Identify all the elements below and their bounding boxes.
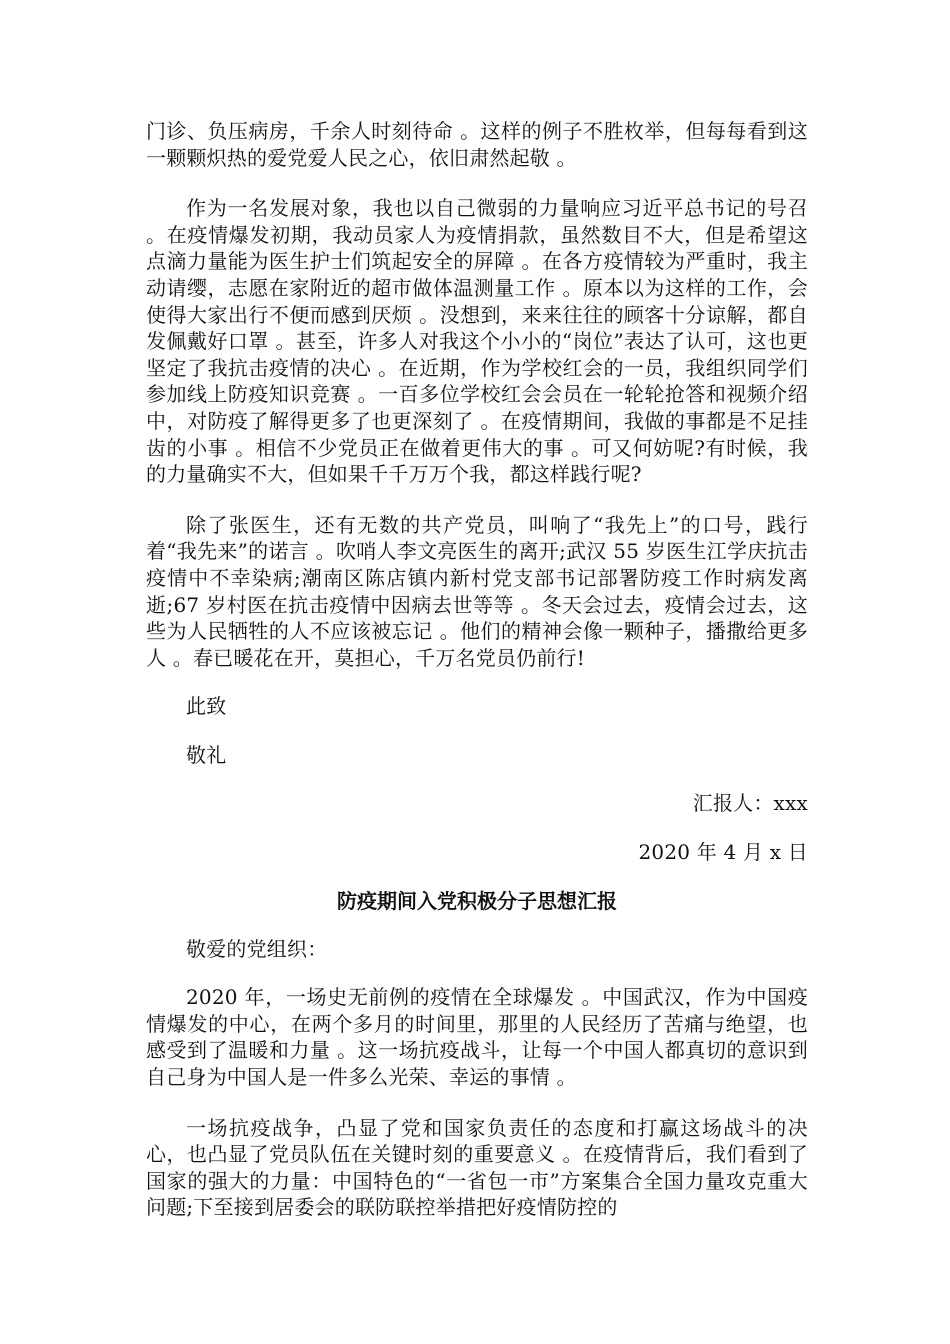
closing-jingli: 敬礼 [186, 742, 227, 767]
paragraph-continuation: 门诊、负压病房，千余人时刻待命 。这样的例子不胜枚举，但每每看到这一颗颗炽热的爱党爱人民之心，依旧肃然起敬 。 [146, 119, 808, 170]
report-date: 2020 年 4 月 x 日 [638, 840, 808, 865]
salutation: 敬爱的党组织： [186, 936, 328, 961]
document-page [146, 118, 808, 1221]
closing-cizhi: 此致 [186, 694, 227, 719]
paragraph-outbreak: 2020 年，一场史无前例的疫情在全球爆发 。中国武汉，作为中国疫情爆发的中心，在两个多月的时间里，那里的人民经历了苦痛与绝望，也感受到了温暖和力量 。这一场抗疫战斗，让每一个中国人都真切的意识到自己身为中国人是一件多么光荣、幸运的事情 。 [146, 985, 808, 1090]
report-title: 防疫期间入党积极分子思想汇报 [337, 888, 617, 913]
paragraph-party-members: 除了张医生，还有无数的共产党员，叫响了“我先上”的口号，践行着“我先来”的诺言 。吹哨人李文亮医生的离开;武汉 55 岁医生江学庆抗击疫情中不幸染病;潮南区陈店镇内新村党支部书记部署防疫工作时病发离逝;67 岁村医在抗击疫情中因病去世等等 。冬天会过去，疫情会过去，这些为人民牺牲的人不应该被忘记 。他们的精神会像一颗种子，播撒给更多人 。春已暖花在开，莫担心，千万名党员仍前行! [146, 512, 808, 670]
paragraph-anti-epidemic-war: 一场抗疫战争，凸显了党和国家负责任的态度和打赢这场战斗的决心，也凸显了党员队伍在关键时刻的重要意义 。在疫情背后，我们看到了国家的强大的力量：中国特色的“一省包一市”方案集合全国力量攻克重大问题;下至接到居委会的联防联控举措把好疫情防控的 [146, 1115, 808, 1220]
reporter-signature: 汇报人：xxx [692, 791, 808, 816]
paragraph-volunteer-actions: 作为一名发展对象，我也以自己微弱的力量响应习近平总书记的号召 。在疫情爆发初期，我动员家人为疫情捐款，虽然数目不大，但是希望这点滴力量能为医生护士们筑起安全的屏障 。在各方疫情较为严重时，我主动请缨，志愿在家附近的超市做体温测量工作 。原本以为这样的工作，会使得大家出行不便而感到厌烦 。没想到，来来往往的顾客十分谅解，都自发佩戴好口罩 。甚至，许多人对我这个小小的“岗位”表达了认可，这也更坚定了我抗击疫情的决心 。在近期，作为学校红会的一员，我组织同学们参加线上防疫知识竞赛 。一百多位学校红会会员在一轮轮抢答和视频介绍中，对防疫了解得更多了也更深刻了 。在疫情期间，我做的事都是不足挂齿的小事 。相信不少党员正在做着更伟大的事 。可又何妨呢?有时候，我的力量确实不大，但如果千千万万个我，都这样践行呢? [146, 196, 808, 487]
